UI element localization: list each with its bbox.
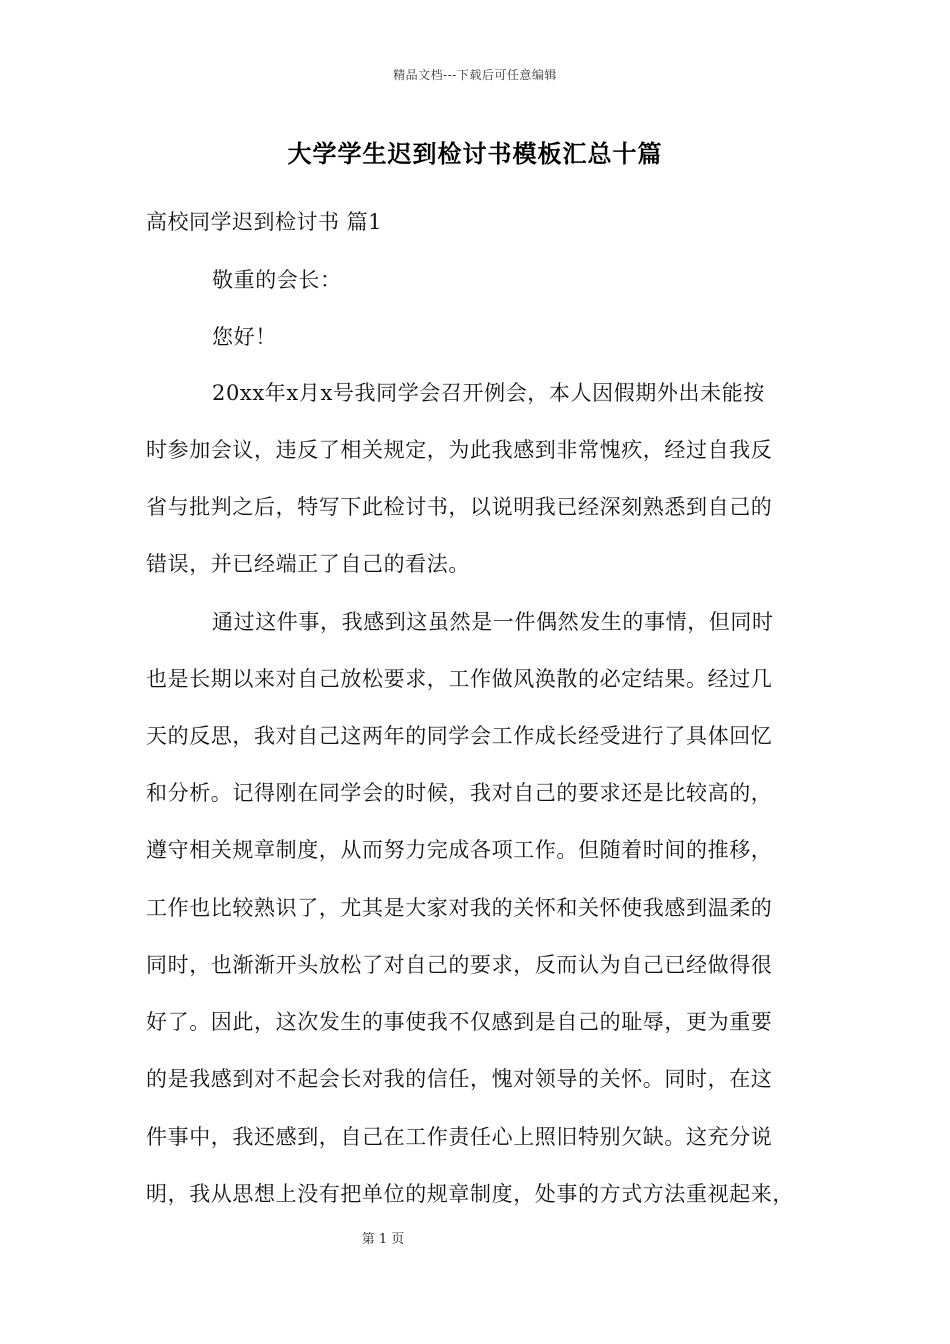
paragraph-line: 省与批判之后，特写下此检讨书，以说明我已经深刻熟悉到自己的 xyxy=(146,495,773,519)
paragraph-line: 也是长期以来对自己放松要求，工作做风涣散的必定结果。经过几 xyxy=(146,667,773,691)
salutation: 敬重的会长： xyxy=(212,268,342,292)
paragraph-line: 遵守相关规章制度，从而努力完成各项工作。但随着时间的推移， xyxy=(146,838,773,862)
paragraph-line: 同时，也渐渐开头放松了对自己的要求，反而认为自己已经做得很 xyxy=(146,953,773,977)
greeting: 您好！ xyxy=(212,325,277,349)
paragraph-line: 工作也比较熟识了，尤其是大家对我的关怀和关怀使我感到温柔的 xyxy=(146,896,773,920)
section-heading: 高校同学迟到检讨书 篇1 xyxy=(146,210,383,234)
paragraph-line: 时参加会议，违反了相关规定，为此我感到非常愧疚，经过自我反 xyxy=(146,438,773,462)
paragraph-line: 错误，并已经端正了自己的看法。 xyxy=(146,552,470,576)
paragraph-line: 好了。因此，这次发生的事使我不仅感到是自己的耻辱，更为重要 xyxy=(146,1010,773,1034)
header-note: 精品文档---下载后可任意编辑 xyxy=(393,68,557,82)
paragraph-line: 的是我感到对不起会长对我的信任，愧对领导的关怀。同时，在这 xyxy=(146,1067,773,1091)
paragraph-line: 明，我从思想上没有把单位的规章制度，处事的方式方法重视起来， xyxy=(146,1182,794,1206)
document-title: 大学学生迟到检讨书模板汇总十篇 xyxy=(287,139,663,168)
paragraph-line: 天的反思，我对自己这两年的同学会工作成长经受进行了具体回忆 xyxy=(146,724,773,748)
page-number: 第 1 页 xyxy=(361,1232,405,1247)
paragraph-line: 通过这件事，我感到这虽然是一件偶然发生的事情，但同时 xyxy=(212,610,774,634)
paragraph-line: 20xx年x月x号我同学会召开例会，本人因假期外出未能按 xyxy=(212,381,765,405)
paragraph-line: 和分析。记得刚在同学会的时候，我对自己的要求还是比较高的， xyxy=(146,781,773,805)
paragraph-line: 件事中，我还感到，自己在工作责任心上照旧特别欠缺。这充分说 xyxy=(146,1125,773,1149)
